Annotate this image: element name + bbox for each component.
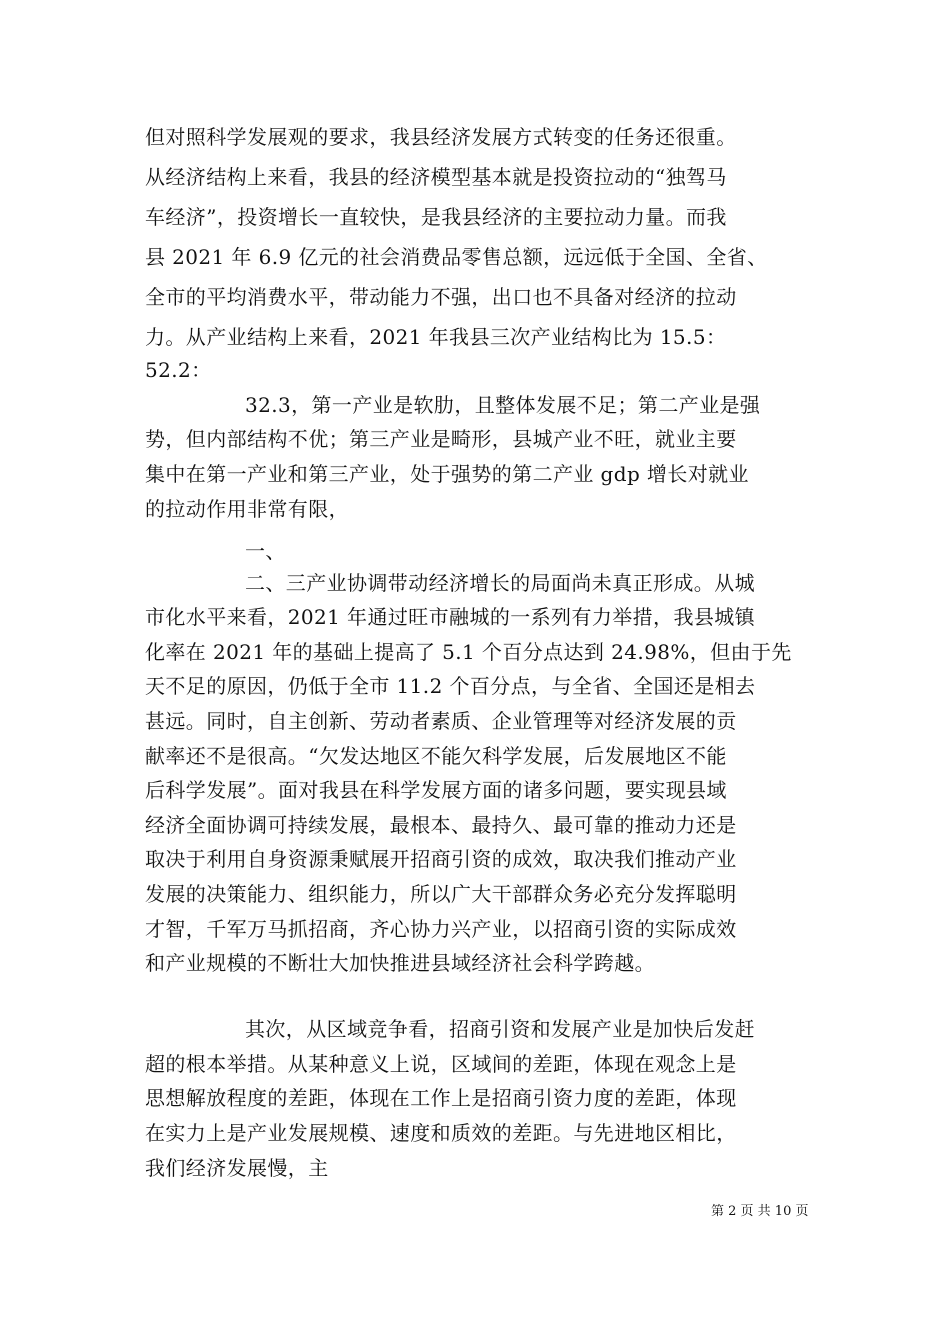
text-line: 经济全面协调可持续发展，最根本、最持久、最可靠的推动力还是 <box>145 813 737 837</box>
text-line: 我们经济发展慢，主 <box>145 1156 329 1180</box>
text-line: 从经济结构上来看，我县的经济模型基本就是投资拉动的“独驾马 <box>145 165 727 189</box>
text-line: 集中在第一产业和第三产业，处于强势的第二产业 gdp 增长对就业 <box>145 462 749 486</box>
text-line: 化率在 2021 年的基础上提高了 5.1 个百分点达到 24.98%，但由于先 <box>145 640 792 664</box>
text-line: 车经济”，投资增长一直较快，是我县经济的主要拉动力量。而我 <box>145 205 727 229</box>
text-line: 的拉动作用非常有限， <box>145 497 349 521</box>
text-line: 势，但内部结构不优；第三产业是畸形，县城产业不旺，就业主要 <box>145 427 737 451</box>
text-line: 思想解放程度的差距，体现在工作上是招商引资力度的差距，体现 <box>145 1086 737 1110</box>
text-line: 力。从产业结构上来看，2021 年我县三次产业结构比为 15.5： <box>145 325 727 349</box>
page-number: 第 2 页 共 10 页 <box>711 1204 809 1219</box>
text-line: 才智，千军万马抓招商，齐心协力兴产业，以招商引资的实际成效 <box>145 917 737 941</box>
text-line: 市化水平来看，2021 年通过旺市融城的一系列有力举措，我县城镇 <box>145 605 756 629</box>
text-line: 一、 <box>245 539 286 563</box>
text-line: 其次，从区域竞争看，招商引资和发展产业是加快后发赶 <box>245 1017 755 1041</box>
text-line: 但对照科学发展观的要求，我县经济发展方式转变的任务还很重。 <box>145 125 737 149</box>
text-line: 献率还不是很高。“欠发达地区不能欠科学发展，后发展地区不能 <box>145 744 727 768</box>
text-line: 52.2： <box>145 358 212 382</box>
text-line: 后科学发展”。面对我县在科学发展方面的诸多问题，要实现县域 <box>145 778 727 802</box>
text-line: 二、三产业协调带动经济增长的局面尚未真正形成。从城 <box>245 571 755 595</box>
text-line: 甚远。同时，自主创新、劳动者素质、企业管理等对经济发展的贡 <box>145 709 737 733</box>
text-line: 发展的决策能力、组织能力，所以广大干部群众务必充分发挥聪明 <box>145 882 737 906</box>
text-line: 超的根本举措。从某种意义上说，区域间的差距，体现在观念上是 <box>145 1052 737 1076</box>
text-line: 和产业规模的不断壮大加快推进县域经济社会科学跨越。 <box>145 951 655 975</box>
text-line: 天不足的原因，仍低于全市 11.2 个百分点，与全省、全国还是相去 <box>145 674 756 698</box>
text-line: 全市的平均消费水平，带动能力不强，出口也不具备对经济的拉动 <box>145 285 737 309</box>
text-line: 32.3，第一产业是软肋，且整体发展不足；第二产业是强 <box>245 393 761 417</box>
text-line: 县 2021 年 6.9 亿元的社会消费品零售总额，远远低于全国、全省、 <box>145 245 768 269</box>
text-line: 取决于利用自身资源秉赋展开招商引资的成效，取决我们推动产业 <box>145 847 737 871</box>
text-line: 在实力上是产业发展规模、速度和质效的差距。与先进地区相比， <box>145 1121 737 1145</box>
